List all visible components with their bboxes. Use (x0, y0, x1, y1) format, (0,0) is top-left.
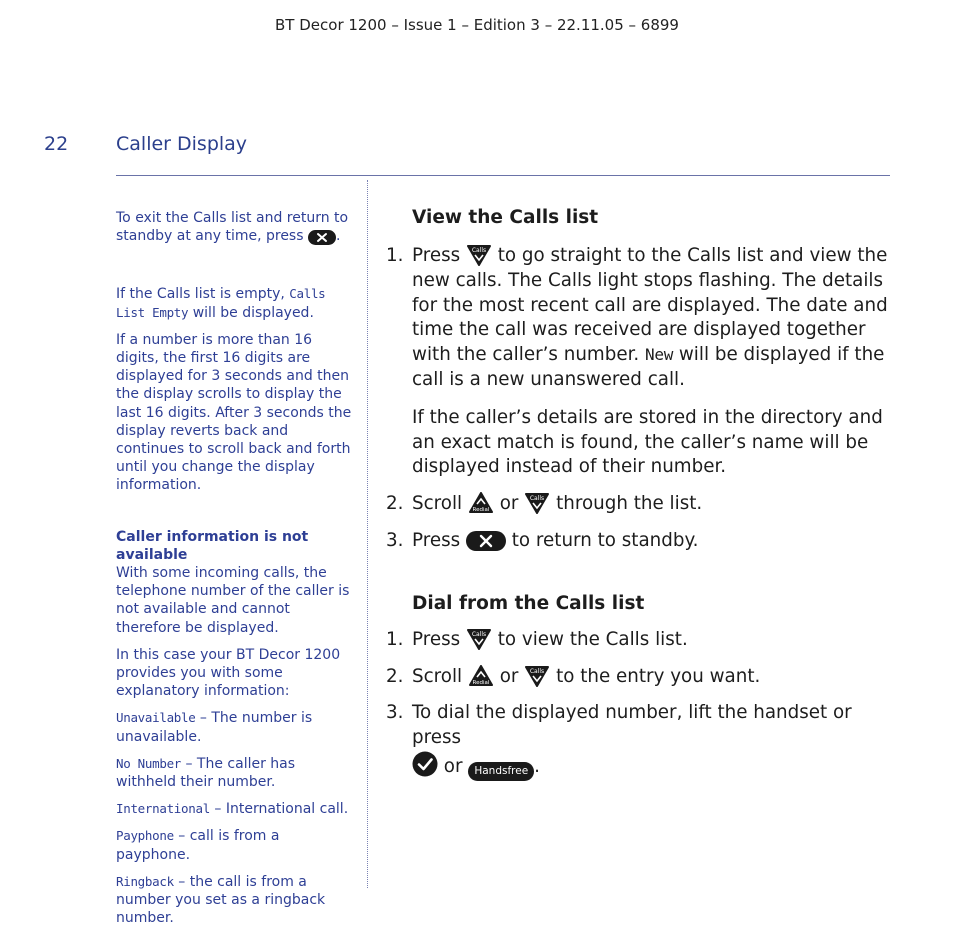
digits-note: If a number is more than 16 digits, the first 16 digits are displayed for 3 seconds and then the display scrolls to display the last 16 digits. After 3 seconds the display reverts back and continues to scroll back and forth until you change the display information. (116, 331, 352, 494)
header-rule (116, 175, 890, 176)
calls-key-label: Calls (530, 495, 545, 503)
unavailable-text: With some incoming calls, the telephone number of the caller is not available and cannot therefore be displayed. (116, 565, 350, 636)
section-title: Caller Display (116, 133, 248, 155)
view-step-2: 2. Scroll Redial or Calls through the list. (386, 493, 703, 515)
redial-key-label: Redial (472, 507, 490, 514)
sidebar-notes (116, 209, 352, 928)
redial-up-key-icon (468, 665, 494, 687)
dial-calls-heading: Dial from the Calls list (412, 592, 645, 614)
code-no-number: No Number – The caller has withheld their number. (116, 755, 296, 791)
main-instructions (386, 206, 896, 781)
cancel-x-key-icon (466, 531, 506, 551)
view-calls-heading: View the Calls list (412, 207, 599, 228)
code-ringback: Ringback – the call is from a number you set as a ringback number. (116, 873, 326, 927)
exit-note: To exit the Calls list and return to standby at any time, press . (116, 210, 349, 245)
code-unavailable: Unavailable – The number is unavailable. (116, 710, 313, 745)
lcd-new: New (645, 345, 674, 365)
calls-down-key-icon (466, 244, 492, 266)
unavailable-heading: Caller information is not available (116, 528, 309, 563)
code-international: International – International call. (116, 801, 349, 818)
calls-down-key-icon (524, 665, 550, 687)
empty-note: If the Calls list is empty, Calls List Empty will be displayed. (116, 286, 326, 321)
redial-up-key-icon (468, 492, 494, 514)
calls-down-key-icon (466, 628, 492, 650)
dial-step-3: 3. To dial the displayed number, lift the handset or press or Handsfree . (386, 701, 896, 781)
cancel-x-key-icon (308, 230, 336, 245)
explanatory-text: In this case your BT Decor 1200 provides you with some explanatory information: (116, 646, 341, 700)
column-divider (367, 180, 368, 888)
check-ok-key-icon (412, 751, 438, 777)
doc-header: BT Decor 1200 – Issue 1 – Edition 3 – 22.11.05 – 6899 (275, 16, 679, 34)
calls-key-label: Calls (471, 630, 487, 638)
calls-down-key-icon (524, 492, 550, 514)
view-step-1-detail: If the caller’s details are stored in the directory and an exact match is found, the caller’s name will be displayed instead of their number. (412, 406, 883, 478)
dial-step-1: 1. Press Calls to view the Calls list. (386, 628, 688, 650)
lcd-calls-list-empty: Calls List Empty (116, 286, 326, 320)
redial-key-label: Redial (472, 679, 490, 686)
view-step-1: 1. Press Calls to go straight to the Calls list and view the new calls. The Calls light stops flashing. The details for the most recent call are displayed. The date and time the call was received are displayed together with the caller’s number. New will be displayed if the call is a new unanswered call. If the caller’s details are stored in the directory and an exact match is found, the caller’s name will be displayed instead of their number. (386, 244, 896, 480)
handsfree-key-icon: Handsfree (468, 762, 534, 781)
calls-key-label: Calls (471, 247, 487, 254)
calls-key-label: Calls (530, 667, 545, 675)
code-payphone: Payphone – call is from a payphone. (116, 828, 280, 863)
view-step-3: 3. Press to return to standby. (386, 529, 699, 551)
dial-step-2: 2. Scroll Redial or Calls to the entry you want. (386, 665, 761, 687)
page-number: 22 (44, 133, 69, 155)
